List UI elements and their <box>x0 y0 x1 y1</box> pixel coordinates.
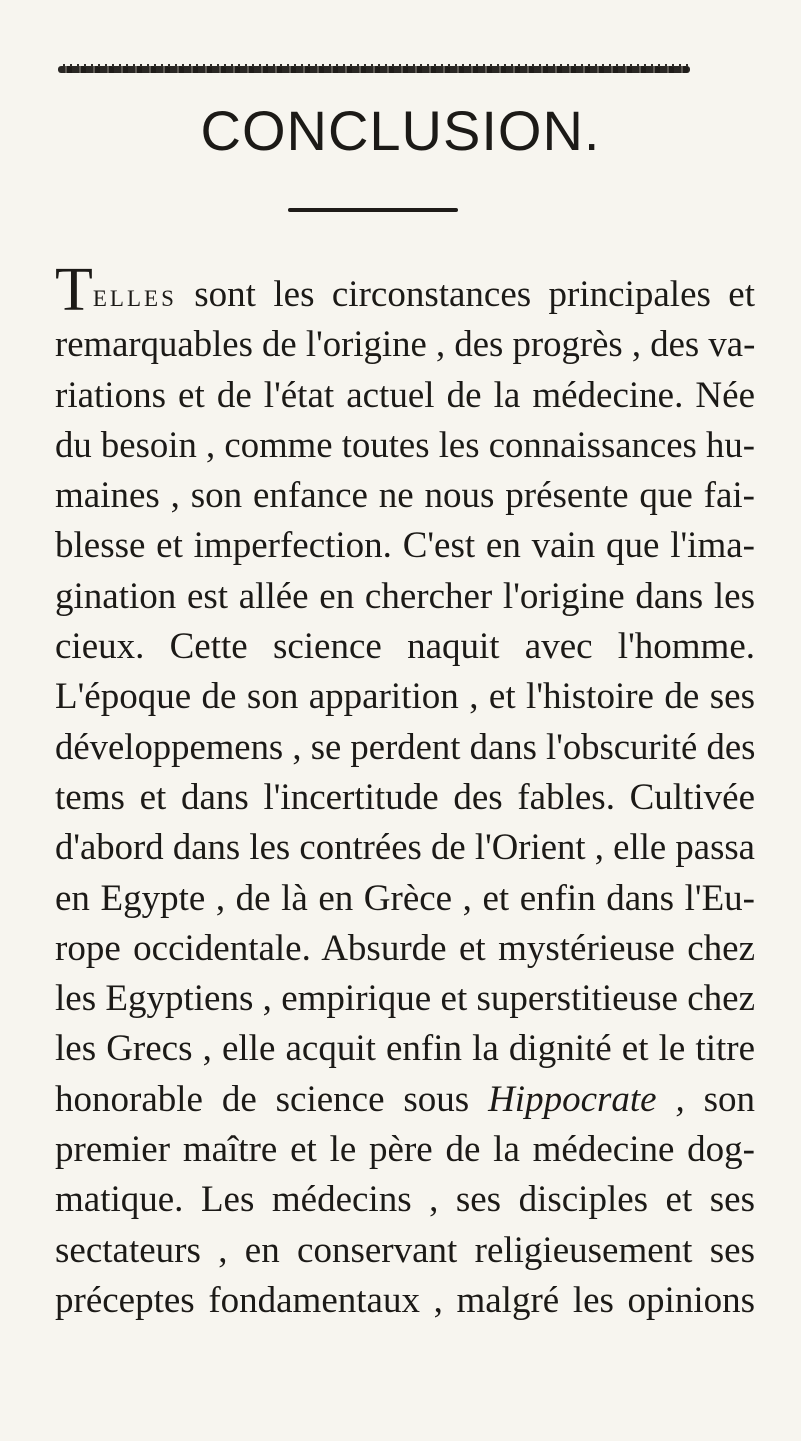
drop-cap: T <box>55 256 93 324</box>
text-line-17 <box>55 1075 755 1125</box>
text-line: blesse et imperfection. C'est en vain que l'ima- <box>55 525 755 567</box>
text-line-1 <box>55 256 755 324</box>
text-line: les Grecs , elle acquit enfin la dignité et le titre <box>55 1028 755 1070</box>
text-line: premier maître et le père de la médecine dog- <box>55 1129 755 1171</box>
chapter-heading: CONCLUSION. <box>200 99 601 162</box>
text-segment: honorable de science sous <box>55 1078 470 1120</box>
first-word: elles <box>92 278 177 314</box>
text-line: préceptes fondamentaux , malgré les opinions <box>55 1279 755 1321</box>
text-line: L'époque de son apparition , et l'histoire de ses <box>55 676 755 718</box>
text-line: maines , son enfance ne nous présente que fai- <box>55 475 755 517</box>
text-line: riations et de l'état actuel de la médecine. Née <box>55 374 755 416</box>
text-line: d'abord dans les contrées de l'Orient , elle passa <box>55 827 755 869</box>
text-line: sectateurs , en conservant religieusement ses <box>55 1229 755 1271</box>
text-line: les Egyptiens , empirique et superstitieuse chez <box>55 978 755 1020</box>
text-segment: son <box>703 1078 756 1120</box>
ornamental-rule <box>58 66 690 73</box>
heading-rule <box>288 208 458 212</box>
italic-name: Hippocrate , <box>488 1078 685 1120</box>
text-line: gination est allée en chercher l'origine dans les <box>55 575 755 617</box>
body-paragraph <box>55 256 756 1326</box>
text-line: cieux. Cette science naquit avec l'homme. <box>55 626 755 668</box>
text-line: tems et dans l'incertitude des fables. Cultivée <box>55 776 755 818</box>
text-line: remarquables de l'origine , des progrès , des va- <box>55 324 756 366</box>
text-line: rope occidentale. Absurde et mystérieuse chez <box>55 927 755 969</box>
text-line: développemens , se perdent dans l'obscurité des <box>55 726 756 768</box>
text-line: du besoin , comme toutes les connaissances hu- <box>55 424 755 466</box>
text-line-1-rest: sont les circonstances principales et <box>194 274 755 315</box>
text-line: matique. Les médecins , ses disciples et ses <box>55 1179 755 1221</box>
text-line: en Egypte , de là en Grèce , et enfin dans l'Eu- <box>55 877 755 919</box>
